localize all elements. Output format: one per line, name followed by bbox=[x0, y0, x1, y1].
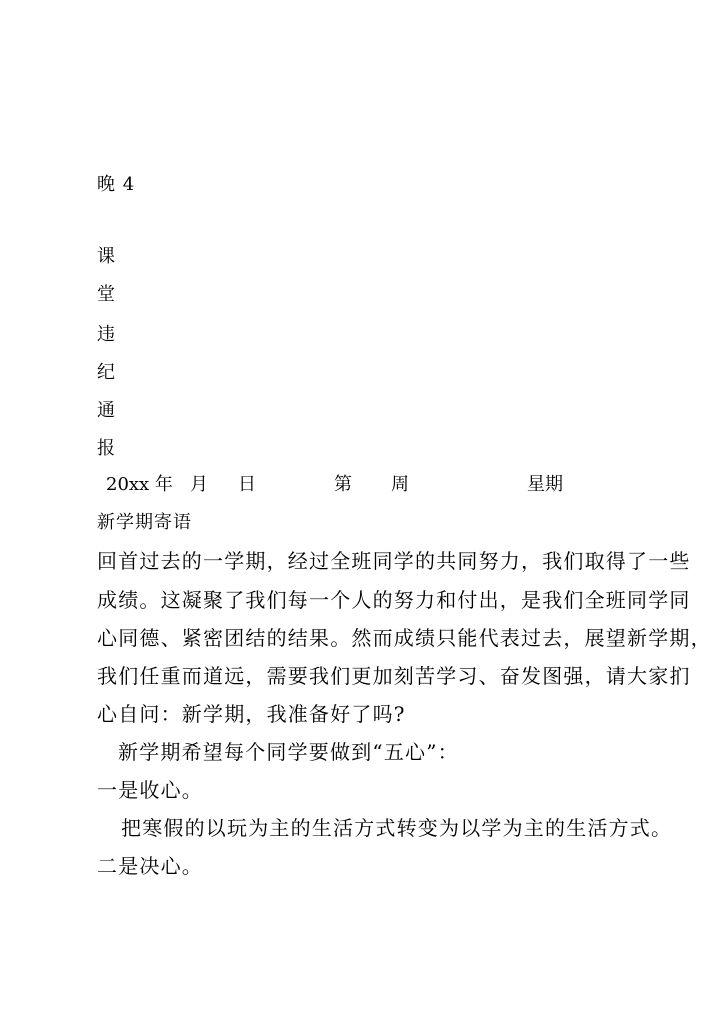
evening-label: 晚 4 bbox=[97, 174, 136, 195]
date-month: 月 bbox=[190, 474, 208, 495]
paragraph-line: 我们任重而道远，需要我们更加刻苦学习、奋发图强，请大家扪 bbox=[97, 664, 691, 688]
item-title: 一是收心。 bbox=[97, 778, 203, 802]
date-week-suffix: 周 bbox=[391, 474, 409, 495]
section-title: 新学期寄语 bbox=[97, 512, 192, 533]
date-day: 日 bbox=[238, 474, 256, 495]
five-hearts-intro: 新学期希望每个同学要做到“五心”： bbox=[118, 740, 459, 764]
vertical-title-char: 纪 bbox=[97, 362, 115, 383]
item-title: 二是决心。 bbox=[97, 854, 203, 878]
date-week-prefix: 第 bbox=[334, 474, 352, 495]
item-detail: 把寒假的以玩为主的生活方式转变为以学为主的生活方式。 bbox=[121, 816, 673, 840]
vertical-title-char: 违 bbox=[97, 324, 115, 345]
paragraph-line: 回首过去的一学期，经过全班同学的共同努力，我们取得了一些 bbox=[97, 549, 691, 573]
paragraph-line: 心同德、紧密团结的结果。然而成绩只能代表过去，展望新学期， bbox=[97, 626, 712, 650]
vertical-title-char: 通 bbox=[97, 400, 115, 421]
date-year: 20xx 年 bbox=[106, 474, 173, 495]
vertical-title-char: 课 bbox=[97, 246, 115, 267]
paragraph-line: 成绩。这凝聚了我们每一个人的努力和付出，是我们全班同学同 bbox=[97, 588, 691, 612]
date-weekday: 星期 bbox=[527, 474, 563, 495]
vertical-title-char: 报 bbox=[97, 438, 115, 459]
paragraph-line: 心自问：新学期，我准备好了吗? bbox=[97, 702, 406, 726]
vertical-title-char: 堂 bbox=[97, 284, 115, 305]
